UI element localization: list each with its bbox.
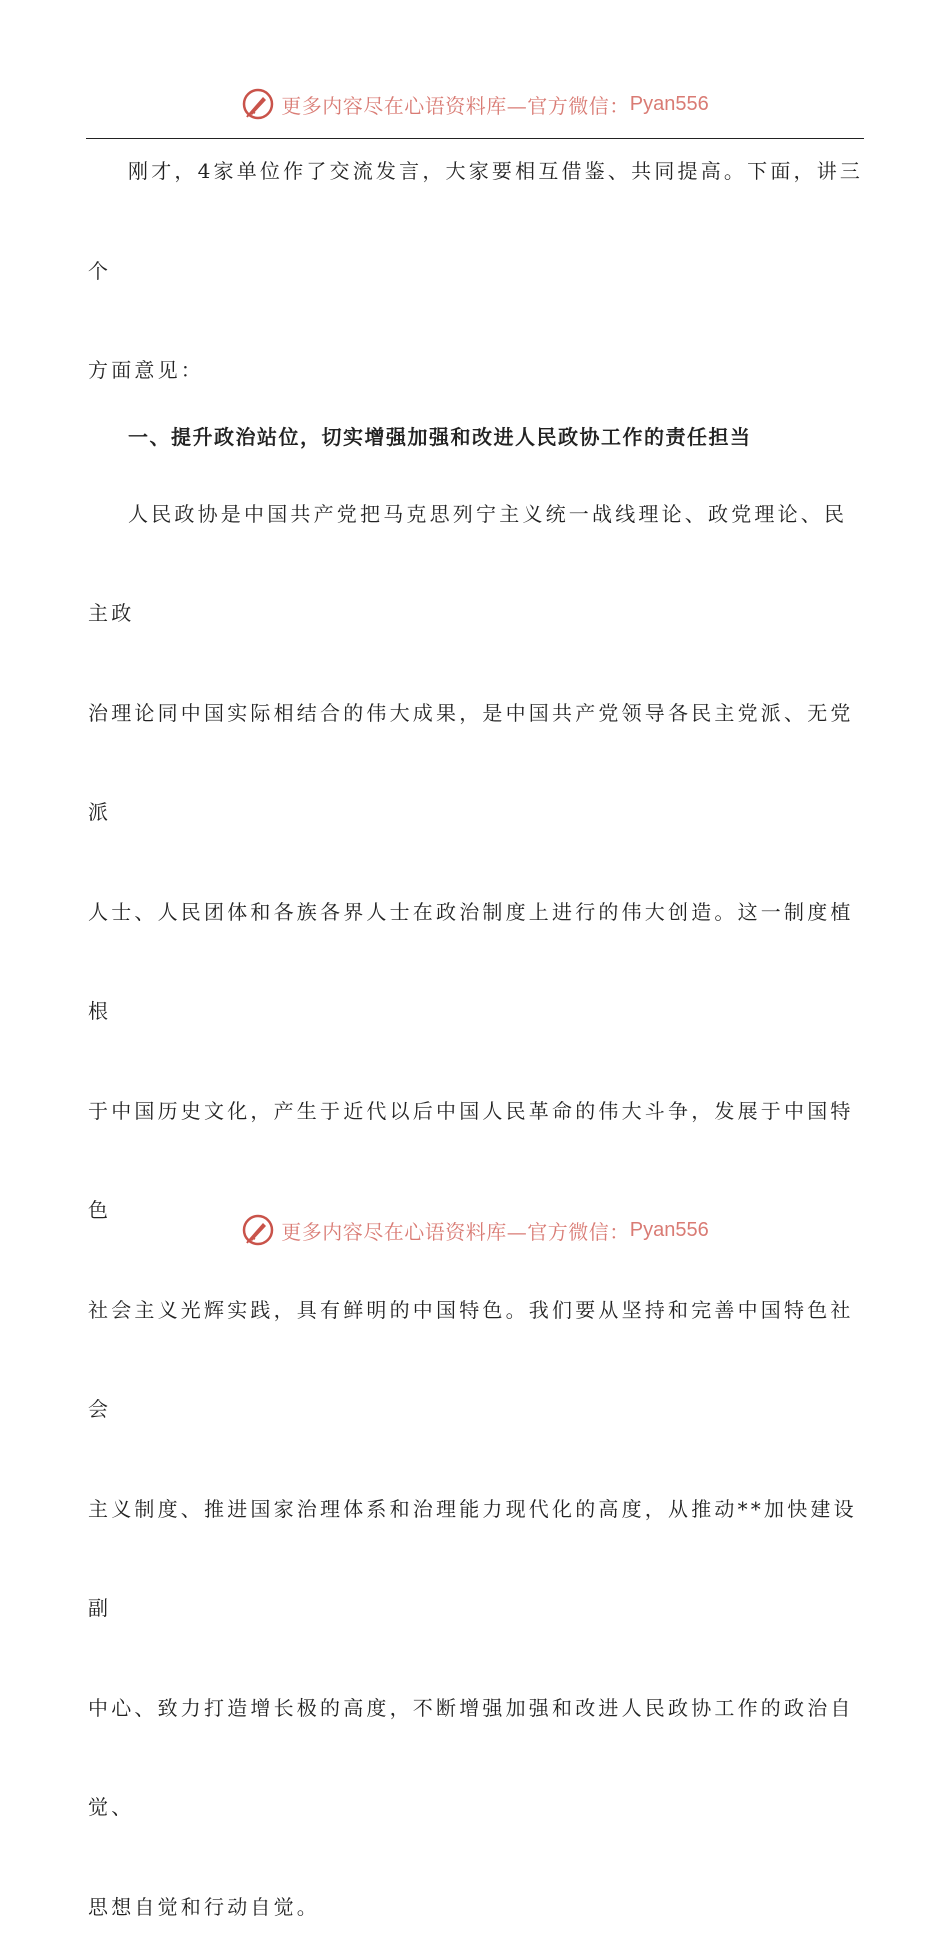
- footer-banner-text: 更多内容尽在心语资料库—官方微信：: [281, 1216, 630, 1245]
- footer-banner-contact: Pyan556: [630, 1219, 709, 1242]
- header-banner-contact: Pyan556: [630, 93, 709, 116]
- section-1-heading: 一、提升政治站位，切实增强加强和改进人民政协工作的责任担当: [88, 417, 868, 457]
- section-1-line-3: 人士、人民团体和各族各界人士在政治制度上进行的伟大创造。这一制度植根: [88, 863, 868, 1062]
- section-1-line-2: 治理论同中国实际相结合的伟大成果，是中国共产党领导各民主党派、无党派: [88, 664, 868, 863]
- section-1-line-7: 中心、致力打造增长极的高度，不断增强加强和改进人民政协工作的政治自觉、: [88, 1659, 868, 1858]
- document-body: [88, 148, 868, 1957]
- pen-logo-icon: [241, 1213, 275, 1247]
- pen-logo-icon: [241, 87, 275, 121]
- section-1-line-5: 社会主义光辉实践，具有鲜明的中国特色。我们要从坚持和完善中国特色社会: [88, 1261, 868, 1460]
- section-1-line-8: 思想自觉和行动自觉。: [88, 1858, 868, 1957]
- section-1-line-6: 主义制度、推进国家治理体系和治理能力现代化的高度，从推动**加快建设副: [88, 1460, 868, 1659]
- intro-line-1: 刚才，4家单位作了交流发言，大家要相互借鉴、共同提高。下面，讲三个: [88, 122, 868, 321]
- footer-banner: [0, 1210, 950, 1250]
- section-1-line-4: 于中国历史文化，产生于近代以后中国人民革命的伟大斗争，发展于中国特色: [88, 1062, 868, 1261]
- section-1-line-1: 人民政协是中国共产党把马克思列宁主义统一战线理论、政党理论、民主政: [88, 465, 868, 664]
- intro-line-2: 方面意见：: [88, 321, 868, 421]
- header-banner-text: 更多内容尽在心语资料库—官方微信：: [281, 90, 630, 119]
- header-banner: [0, 84, 950, 124]
